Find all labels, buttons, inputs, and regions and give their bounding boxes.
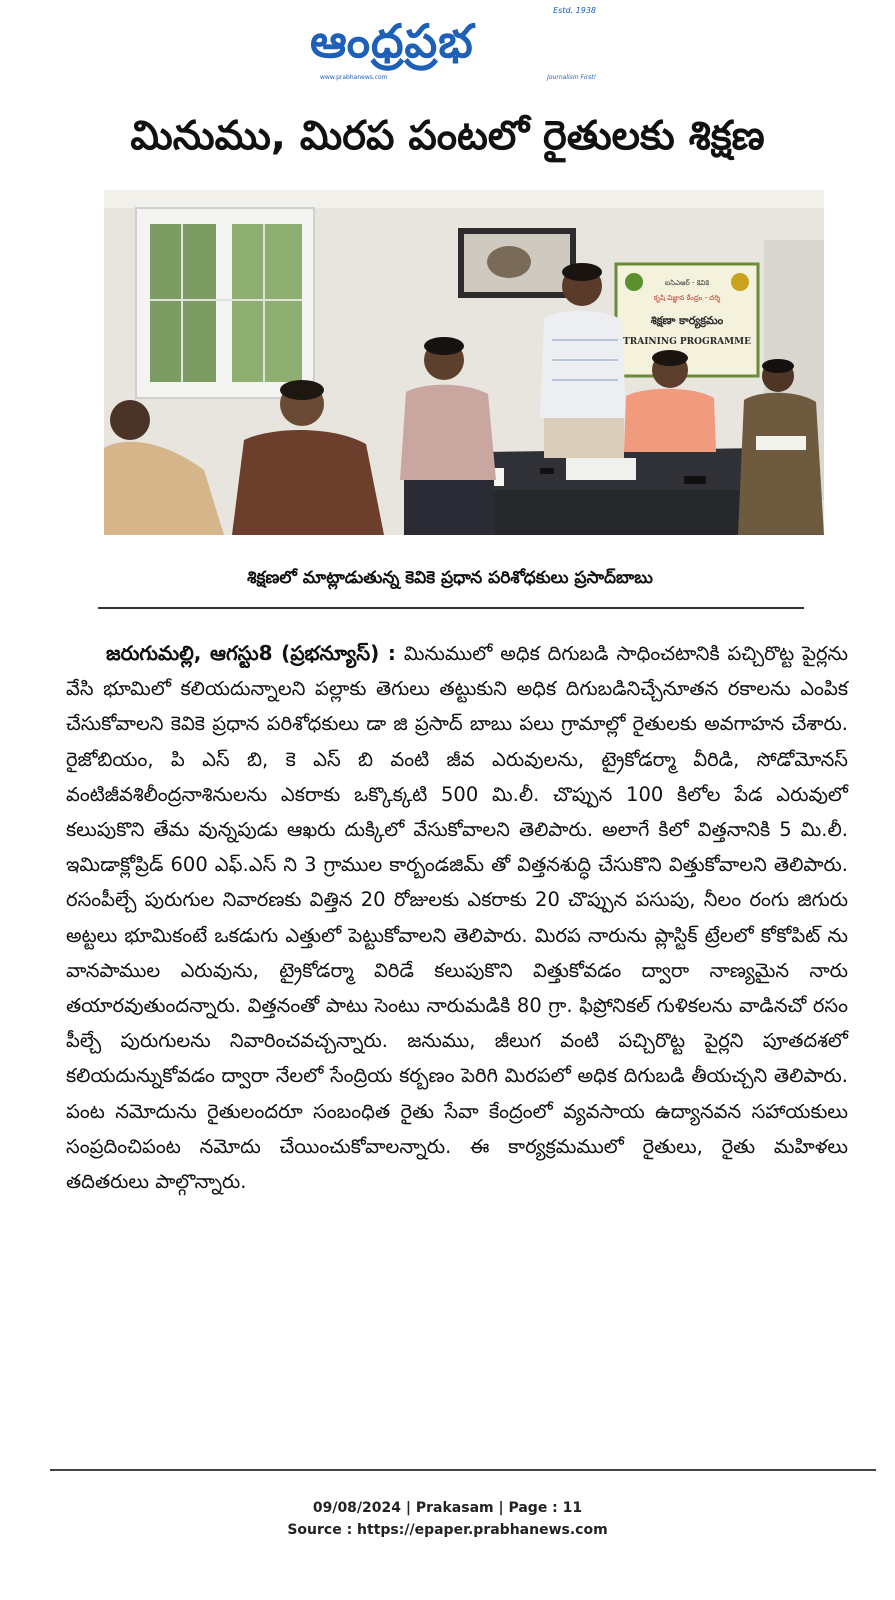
photo-caption: శిక్షణలో మాట్లాడుతున్న కెవికె ప్రధాన పరిశోధకులు ప్రసాద్‌బాబు (247, 568, 653, 588)
caption-divider (98, 607, 804, 609)
masthead-website: www.prabhanews.com (320, 74, 388, 81)
banner-line-1: ఐసిఎఆర్ - కెవికె (665, 279, 709, 287)
newspaper-logo: ఆంధ్రప్రభ (310, 14, 474, 68)
article-body (66, 636, 848, 1199)
article-photo (104, 190, 824, 535)
tv-screen-graphic (458, 228, 576, 298)
article-body-text: మినుములో అధిక దిగుబడి సాధించటానికి పచ్చిరొట్ట పైర్లను వేసి భూమిలో కలియదున్నాలని పల్లాకు తెగులు తట్టుకుని అధిక దిగుబడినిచ్చేనూతన రకాలను ఎంపిక చేసుకోవాలని కెవికె ప్రధాన పరిశోధకులు డా జి ప్రసాద్ బాబు పలు గ్రామాల్లో రైతులకు అవగాహన చేశారు. రైజోబియం, పి ఎస్ బి, కె ఎస్ బి వంటి జీవ ఎరువులను, ట్రైకోడర్మా వీరిడి, సోడోమోనస్ వంటిజీవశిలీంద్రనాశినులను ఎకరాకు ఒక్కొక్కటి 500 మి.లీ. చొప్పున 100 కిలోల పేడ ఎరువులో కలుపుకొని తేమ వున్నపుడు ఆఖరు దుక్కిలో వేసుకోవాలని తెలిపారు. అలాగే కిలో విత్తనానికి 5 మి.లీ. ఇమిడాక్లోప్రిడ్ 600 ఎఫ్.ఎస్ ని 3 గ్రాముల కార్బండజిమ్ తో విత్తనశుద్ధి చేసుకొని విత్తుకోవాలని తెలిపారు. రసంపీల్చే పురుగుల నివారణకు విత్తిన 20 రోజులకు ఎకరాకు 20 చొప్పున పసుపు, నీలం రంగు జిగురు అట్టలు భూమికంటే ఒకడుగు ఎత్తులో పెట్టుకోవాలని తెలిపారు. మిరప నారును ప్లాస్టిక్ ట్రేలలో కోకోపిట్ ను వానపాముల ఎరువును, ట్రైకోడర్మా విరిడే కలుపుకొని విత్తుకోవడం ద్వారా నాణ్యమైన నారు తయారవుతుందన్నారు. విత్తనంతో పాటు సెంటు నారుమడికి 80 గ్రా. ఫిప్రోనికల్ గుళికలను వాడినచో రసం పీల్చే పురుగులను నివారించవచ్చన్నారు. జనుము, జీలుగ వంటి పచ్చిరొట్ట పైర్లని పూతదశలో కలియదున్నుకోవడం ద్వారా నేలలో సేంద్రియ కర్బణం పెరిగి మిరపలో అధిక దిగుబడి తీయచ్చని తెలిపారు. పంట నమోదును రైతులందరూ సంబంధిత రైతు సేవా కేంద్రంలో వ్యవసాయ ఉద్యానవన సహాయకులు సంప్రదించిపంట నమోదు చేయించుకోవాలన్నారు. ఈ కార్యక్రమములో రైతులు, రైతు మహిళలు తదితరులు పాల్గొన్నారు. (66, 642, 848, 1194)
masthead-tagline: Journalism First! (547, 74, 596, 81)
banner-line-4: TRAINING PROGRAMME (623, 337, 751, 347)
edition-info: 09/08/2024 | Prakasam | Page : 11 (312, 1500, 583, 1516)
article-end-divider (50, 1469, 876, 1471)
banner-line-2: కృషి విజ్ఞాన కేంద్రం - దర్శి (653, 294, 721, 302)
established-year: Estd. 1938 (553, 6, 596, 15)
masthead (300, 8, 600, 82)
window-graphic (136, 208, 314, 398)
source-url: Source : https://epaper.prabhanews.com (287, 1522, 608, 1538)
banner-line-3: శిక్షణా కార్యక్రమం (650, 314, 724, 327)
article-headline: మినుము, మిరప పంటలో రైతులకు శిక్షణ (130, 113, 765, 159)
article-dateline: జరుగుమల్లి, ఆగస్టు8 (ప్రభన్యూస్) : (106, 641, 396, 665)
